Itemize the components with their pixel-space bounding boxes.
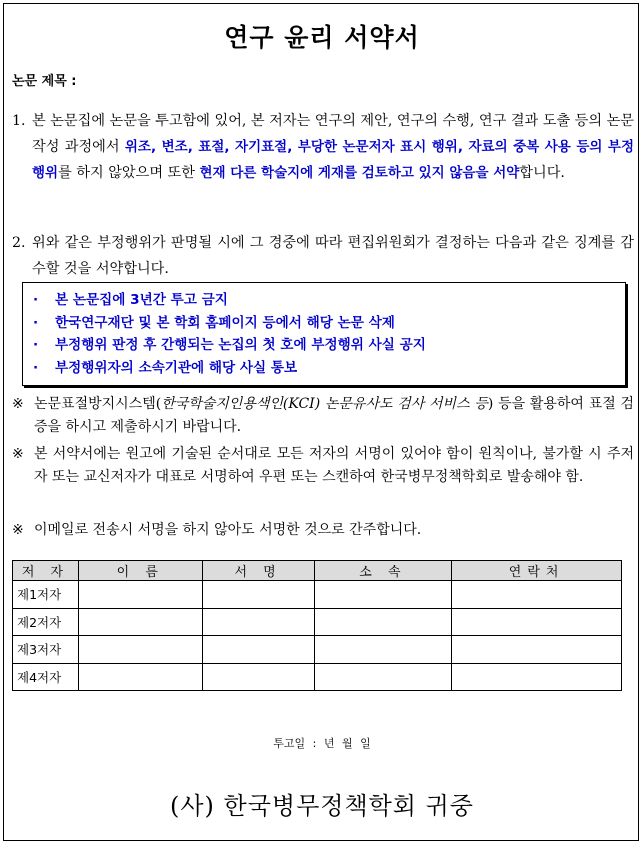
item-text: 합니다. (519, 165, 565, 181)
author-label: 제4저자 (13, 663, 79, 691)
item-text: 를 하지 않았으며 또한 (58, 165, 200, 181)
name-cell[interactable] (78, 636, 202, 664)
affiliation-cell[interactable] (314, 581, 452, 609)
pledge-item-2 (12, 230, 634, 282)
affiliation-cell[interactable] (314, 608, 452, 636)
header-name: 이 름 (78, 561, 202, 581)
note-signatures: ※ 본 서약서에는 원고에 기술된 순서대로 모든 저자의 서명이 있어야 함이 원칙이나, 불가할 시 주저자 또는 교신저자가 대표로 서명하여 우편 또는 스캔하여 한국병무정책학회로 발송해야 함. (12, 443, 634, 489)
item-number: 2. (12, 235, 26, 251)
affiliation-cell[interactable] (314, 636, 452, 664)
penalty-item: · 부정행위 판정 후 간행되는 논집의 첫 호에 부정행위 사실 공지 (33, 337, 426, 353)
document-title: 연구 윤리 서약서 (224, 23, 420, 52)
contact-cell[interactable] (452, 663, 622, 691)
penalty-item: · 본 논문집에 3년간 투고 금지 (33, 292, 228, 308)
header-contact: 연락처 (452, 561, 622, 581)
author-label: 제3저자 (13, 636, 79, 664)
paper-title-label: 논문 제목 : (12, 74, 77, 89)
signature-cell[interactable] (202, 581, 314, 609)
contact-cell[interactable] (452, 581, 622, 609)
table-row (13, 608, 622, 636)
society-name: (사) 한국병무정책학회 귀중 (169, 792, 474, 820)
name-cell[interactable] (78, 663, 202, 691)
signature-cell[interactable] (202, 663, 314, 691)
header-signature: 서 명 (202, 561, 314, 581)
note-mark: ※ (12, 446, 24, 462)
item-text: 본 논문집에 논문을 투고함에 있어, 본 저자는 연구의 제안, 연구의 수행, 연구 결과 도출 등의 논문 작성 과정에서 (32, 113, 634, 155)
author-label: 제1저자 (13, 581, 79, 609)
name-cell[interactable] (78, 608, 202, 636)
note-mark: ※ (12, 522, 24, 538)
item-text: 위와 같은 부정행위가 판명될 시에 그 경중에 따라 편집위원회가 결정하는 다음과 같은 징계를 감수할 것을 서약합니다. (32, 235, 634, 277)
signature-cell[interactable] (202, 636, 314, 664)
table-row (13, 581, 622, 609)
author-table (12, 560, 622, 691)
table-row (13, 636, 622, 664)
affiliation-cell[interactable] (314, 663, 452, 691)
penalty-item: · 한국연구재단 및 본 학회 홈페이지 등에서 해당 논문 삭제 (33, 314, 395, 331)
contact-cell[interactable] (452, 608, 622, 636)
name-cell[interactable] (78, 581, 202, 609)
penalty-item: · 부정행위자의 소속기관에 해당 사실 통보 (33, 359, 298, 376)
penalty-box (22, 282, 626, 386)
contact-cell[interactable] (452, 636, 622, 664)
highlight-pledge: 현재 다른 학술지에 게재를 검토하고 있지 않음을 서약 (199, 165, 520, 181)
submission-date: 투고일 : 년 월 일 (273, 737, 371, 750)
signature-cell[interactable] (202, 608, 314, 636)
table-row (13, 663, 622, 691)
table-header-row (13, 561, 622, 581)
item-number: 1. (12, 113, 26, 129)
note-email: ※ 이메일로 전송시 서명을 하지 않아도 서명한 것으로 간주합니다. (12, 519, 634, 542)
highlight-misconduct: 위조, 변조, 표절, 자기표절, 부당한 논문저자 표시 행위, 자료의 중복 사용 등의 부정행위 (32, 139, 634, 181)
note-mark: ※ (12, 396, 24, 412)
header-author: 저 자 (13, 561, 79, 581)
pledge-item-1 (12, 108, 634, 186)
author-label: 제2저자 (13, 608, 79, 636)
note-plagiarism-check: ※ 논문표절방지시스템(한국학술지인용색인(KCI) 논문유사도 검사 서비스 등) 등을 활용하여 표절 검증을 하시고 제출하시기 바랍니다. (12, 393, 634, 439)
header-affiliation: 소 속 (314, 561, 452, 581)
